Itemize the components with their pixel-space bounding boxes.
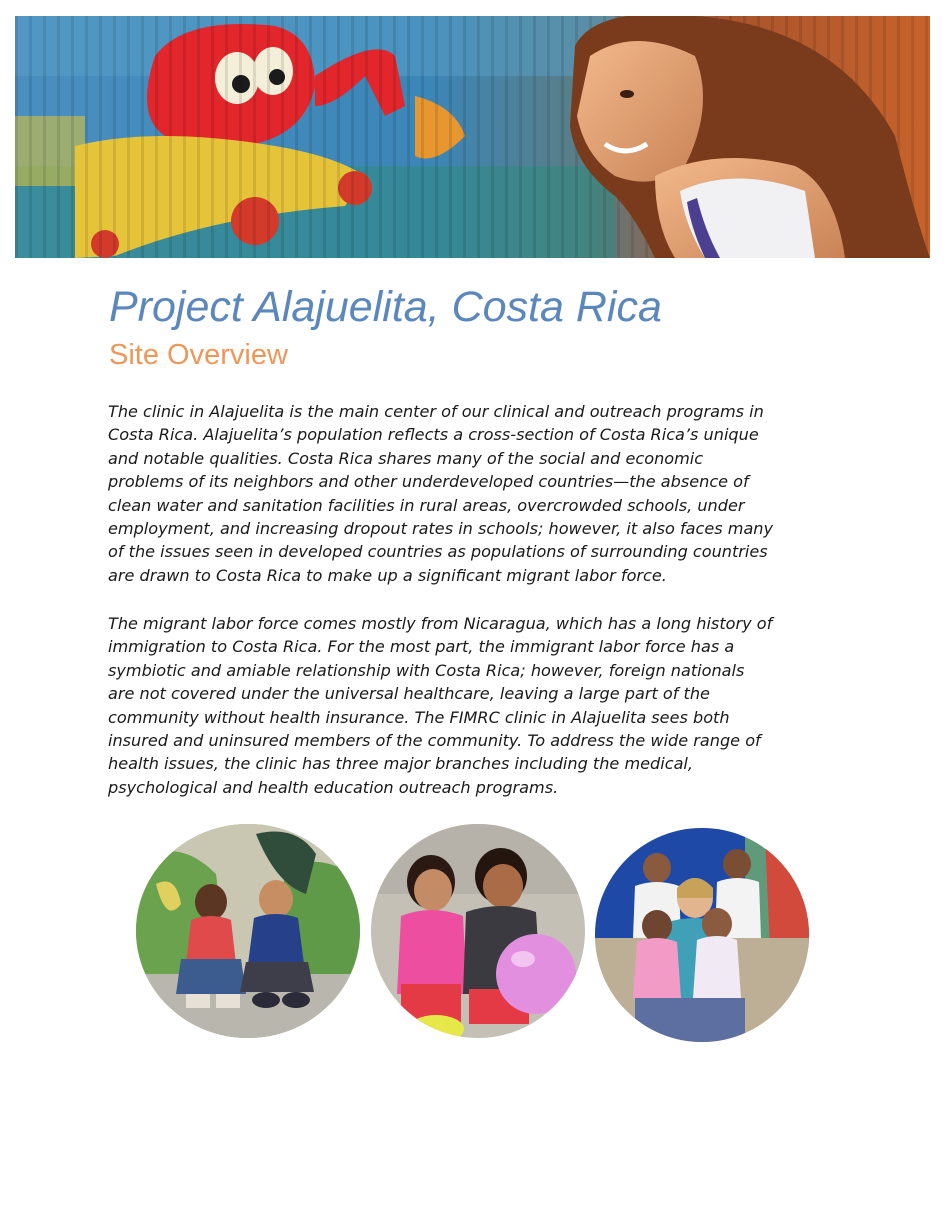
- paragraph-line: clean water and sanitation facilities in rural areas, overcrowded schools, under: [108, 495, 745, 515]
- paragraph-line: The clinic in Alajuelita is the main center of our clinical and outreach programs in: [108, 402, 764, 421]
- paragraph-line: and notable qualities. Costa Rica shares many of the social and economic: [108, 448, 704, 468]
- paragraph-line: problems of its neighbors and other underdeveloped countries—the absence of: [108, 472, 749, 492]
- paragraph-line: are not covered under the universal healthcare, leaving a large part of the: [108, 684, 710, 704]
- page-title: Project Alajuelita, Costa Rica: [109, 283, 662, 331]
- paragraph-line: The migrant labor force comes mostly from Nicaragua, which has a long history of: [108, 614, 773, 633]
- paragraph-line: insured and uninsured members of the community. To address the wide range of: [108, 731, 761, 751]
- overview-paragraph-2: [108, 612, 840, 799]
- paragraph-line: of the issues seen in developed countries as populations of surrounding countries: [108, 542, 768, 562]
- paragraph-line: Costa Rica. Alajuelita’s population reflects a cross-section of Costa Rica’s unique: [108, 425, 759, 445]
- paragraph-line: immigration to Costa Rica. For the most part, the immigrant labor force has a: [108, 637, 735, 657]
- paragraph-line: employment, and increasing dropout rates in schools; however, it also faces many: [108, 519, 774, 539]
- paragraph-line: community without health insurance. The FIMRC clinic in Alajuelita sees both: [108, 707, 730, 727]
- header-banner-photo: [15, 16, 930, 258]
- paragraph-line: are drawn to Costa Rica to make up a significant migrant labor force.: [108, 565, 667, 585]
- paragraph-line: health issues, the clinic has three major branches including the medical,: [108, 754, 694, 774]
- overview-paragraph-1: [108, 400, 840, 587]
- photo-two-girls-balloon: [371, 824, 585, 1038]
- section-subtitle: Site Overview: [109, 339, 288, 371]
- photo-children-group: [595, 828, 809, 1042]
- paragraph-line: symbiotic and amiable relationship with Costa Rica; however, foreign nationals: [108, 660, 745, 680]
- photo-two-boys-sitting: [136, 824, 360, 1038]
- paragraph-line: psychological and health education outreach programs.: [108, 777, 559, 797]
